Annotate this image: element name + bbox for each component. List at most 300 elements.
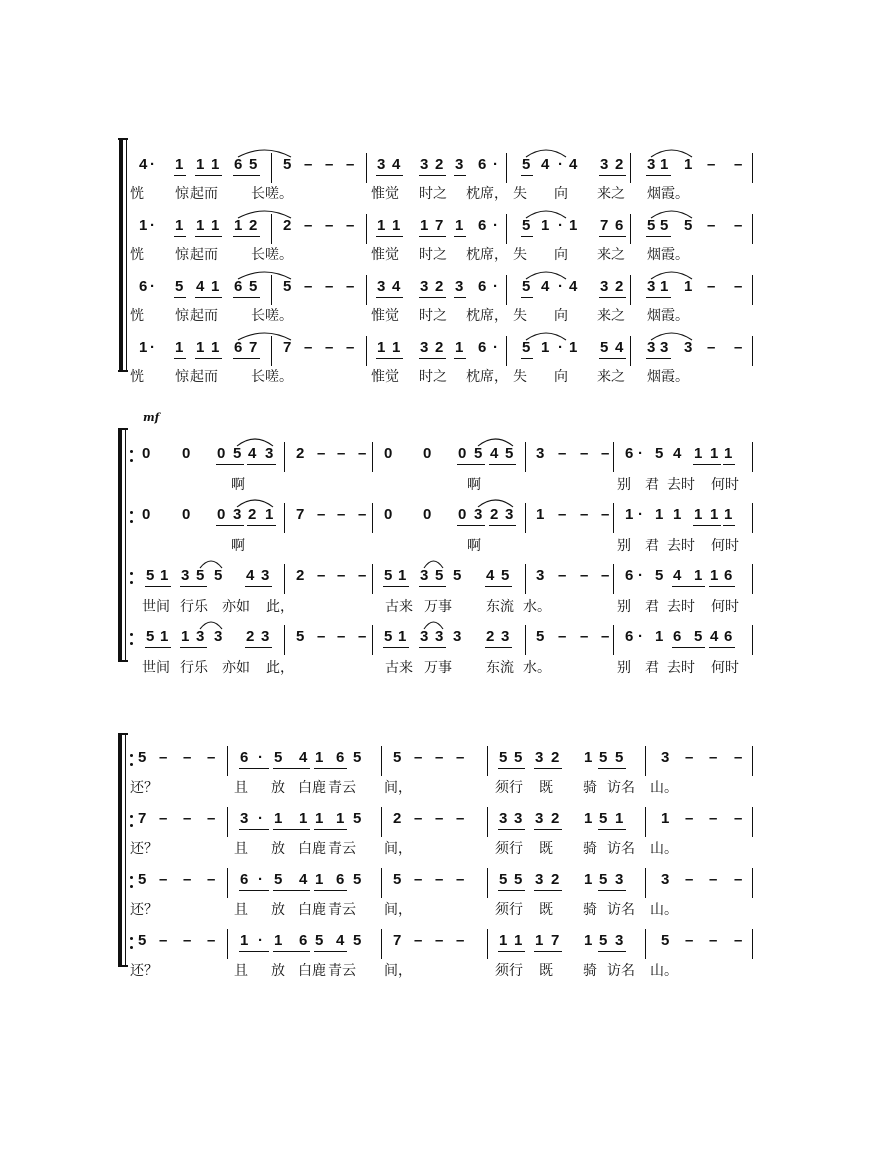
- note: –: [346, 156, 355, 173]
- lyric-syllable: 时之: [419, 368, 447, 384]
- note: ·: [558, 278, 563, 295]
- barline: [284, 564, 285, 594]
- note: –: [435, 871, 444, 888]
- note: 5: [505, 445, 514, 462]
- note: 1: [684, 156, 693, 173]
- note: 5: [514, 749, 523, 766]
- lyric-syllable: 起而: [190, 246, 218, 262]
- barline: [372, 442, 373, 472]
- lyric-syllable: 亦如: [222, 659, 250, 675]
- repeat-dot: [130, 946, 133, 949]
- note: 3: [233, 506, 242, 523]
- note: ·: [638, 567, 643, 584]
- note: ·: [258, 810, 263, 827]
- note: –: [709, 749, 718, 766]
- lyric-syllable: 且: [234, 840, 248, 856]
- lyric-syllable: 还？: [130, 779, 158, 795]
- note: ·: [150, 156, 155, 173]
- note: –: [707, 156, 716, 173]
- lyric-syllable: 烟霞。: [647, 246, 689, 262]
- lyric-syllable: 惟觉: [371, 368, 399, 384]
- lyric-syllable: 枕席，: [466, 246, 508, 262]
- lyric-syllable: 白鹿: [298, 901, 326, 917]
- note: 6: [625, 628, 634, 645]
- note: 5: [196, 567, 205, 584]
- note: 4: [569, 278, 578, 295]
- beam-line: [239, 768, 269, 769]
- brace-cap: [118, 428, 128, 430]
- note: 1: [377, 339, 386, 356]
- note: 1: [211, 278, 220, 295]
- note: 1: [541, 217, 550, 234]
- barline: [752, 929, 753, 959]
- barline: [506, 214, 507, 244]
- note: 1: [541, 339, 550, 356]
- beam-line: [233, 175, 260, 176]
- note: 3: [535, 749, 544, 766]
- beam-line: [273, 890, 310, 891]
- note: 3: [181, 567, 190, 584]
- barline: [366, 153, 367, 183]
- note: 5: [146, 567, 155, 584]
- barline: [372, 503, 373, 533]
- beam-line: [457, 464, 485, 465]
- lyric-syllable: 烟霞。: [647, 368, 689, 384]
- note: 2: [283, 217, 292, 234]
- barline: [366, 214, 367, 244]
- note: –: [317, 506, 326, 523]
- note: –: [685, 810, 694, 827]
- repeat-dot: [130, 815, 133, 818]
- note: ·: [558, 156, 563, 173]
- note: 3: [661, 749, 670, 766]
- note: 4: [490, 445, 499, 462]
- barline: [630, 336, 631, 366]
- repeat-dot: [130, 885, 133, 888]
- note: 5: [353, 932, 362, 949]
- lyric-syllable: 水。: [523, 598, 551, 614]
- note: 4: [710, 628, 719, 645]
- beam-line: [709, 586, 735, 587]
- note: –: [734, 810, 743, 827]
- lyric-syllable: 惟觉: [371, 185, 399, 201]
- barline: [372, 625, 373, 655]
- note: 2: [551, 749, 560, 766]
- barline: [487, 746, 488, 776]
- note: 1: [694, 445, 703, 462]
- lyric-syllable: 何时: [711, 659, 739, 675]
- lyric-syllable: 山。: [650, 901, 678, 917]
- beam-line: [598, 829, 626, 830]
- note: –: [601, 445, 610, 462]
- note: 6: [724, 567, 733, 584]
- note: –: [734, 278, 743, 295]
- lyric-syllable: 白鹿: [298, 840, 326, 856]
- beam-line: [180, 586, 207, 587]
- note: –: [580, 506, 589, 523]
- note: 3: [214, 628, 223, 645]
- note: –: [358, 506, 367, 523]
- lyric-syllable: 失: [513, 307, 527, 323]
- barline: [752, 153, 753, 183]
- note: 2: [435, 339, 444, 356]
- beam-line: [145, 647, 171, 648]
- barline: [271, 275, 272, 305]
- note: –: [734, 932, 743, 949]
- barline: [525, 625, 526, 655]
- note: 1: [139, 217, 148, 234]
- lyric-syllable: 来之: [597, 368, 625, 384]
- note: 4: [392, 156, 401, 173]
- note: 7: [393, 932, 402, 949]
- note: 4: [139, 156, 148, 173]
- note: 2: [393, 810, 402, 827]
- note: 3: [420, 567, 429, 584]
- barline: [381, 746, 382, 776]
- note: 1: [535, 932, 544, 949]
- note: 1: [196, 339, 205, 356]
- note: 2: [296, 567, 305, 584]
- note: 5: [233, 445, 242, 462]
- note: –: [317, 567, 326, 584]
- lyric-syllable: 时之: [419, 185, 447, 201]
- dynamic-mf: mf: [143, 411, 160, 424]
- barline: [381, 868, 382, 898]
- repeat-dot: [130, 754, 133, 757]
- beam-line: [693, 464, 721, 465]
- lyric-syllable: 且: [234, 779, 248, 795]
- note: 5: [274, 749, 283, 766]
- beam-line: [599, 236, 626, 237]
- note: 5: [384, 628, 393, 645]
- lyric-syllable: 向: [554, 185, 568, 201]
- note: 2: [490, 506, 499, 523]
- beam-line: [454, 297, 466, 298]
- beam-line: [534, 768, 562, 769]
- repeat-dot: [130, 876, 133, 879]
- note: 5: [615, 749, 624, 766]
- beam-line: [454, 358, 466, 359]
- barline: [630, 214, 631, 244]
- brace-bar: [118, 430, 122, 660]
- beam-line: [239, 829, 269, 830]
- beam-line: [233, 358, 260, 359]
- note: 6: [478, 156, 487, 173]
- lyric-syllable: 别: [617, 537, 631, 553]
- lyric-syllable: 世间: [142, 598, 170, 614]
- note: –: [346, 339, 355, 356]
- note: 1: [196, 156, 205, 173]
- note: ·: [558, 339, 563, 356]
- note: 2: [486, 628, 495, 645]
- lyric-syllable: 骑: [583, 901, 597, 917]
- note: 1: [175, 217, 184, 234]
- barline: [525, 442, 526, 472]
- note: –: [183, 810, 192, 827]
- beam-line: [419, 236, 446, 237]
- note: 3: [420, 156, 429, 173]
- lyric-syllable: 访名: [607, 779, 635, 795]
- note: 1: [175, 339, 184, 356]
- note: –: [685, 871, 694, 888]
- lyric-syllable: 间，: [384, 840, 412, 856]
- beam-line: [314, 768, 347, 769]
- note: 1: [499, 932, 508, 949]
- note: –: [159, 749, 168, 766]
- note: ·: [150, 339, 155, 356]
- note: 3: [420, 628, 429, 645]
- beam-line: [245, 647, 272, 648]
- note: –: [601, 567, 610, 584]
- lyric-syllable: 别: [617, 476, 631, 492]
- note: 4: [541, 278, 550, 295]
- note: 1: [710, 506, 719, 523]
- note: 5: [296, 628, 305, 645]
- note: 5: [353, 871, 362, 888]
- lyric-syllable: 去时: [667, 598, 695, 614]
- barline: [752, 564, 753, 594]
- barline: [613, 442, 614, 472]
- note: 4: [299, 749, 308, 766]
- note: 1: [160, 628, 169, 645]
- lyric-syllable: 惊: [175, 246, 189, 262]
- note: –: [358, 628, 367, 645]
- note: 5: [353, 810, 362, 827]
- beam-line: [239, 951, 269, 952]
- note: 2: [551, 871, 560, 888]
- note: ·: [258, 932, 263, 949]
- note: 1: [569, 339, 578, 356]
- note: 1: [536, 506, 545, 523]
- note: –: [580, 628, 589, 645]
- lyric-syllable: 恍: [130, 185, 144, 201]
- note: 3: [647, 278, 656, 295]
- note: 1: [655, 506, 664, 523]
- note: 3: [684, 339, 693, 356]
- note: 5: [514, 871, 523, 888]
- note: –: [159, 932, 168, 949]
- lyric-syllable: 长嗟。: [251, 368, 293, 384]
- note: 7: [249, 339, 258, 356]
- barline: [752, 336, 753, 366]
- note: –: [435, 932, 444, 949]
- lyric-syllable: 去时: [667, 476, 695, 492]
- lyric-syllable: 还？: [130, 962, 158, 978]
- note: –: [558, 445, 567, 462]
- note: 5: [453, 567, 462, 584]
- lyric-syllable: 惊: [175, 185, 189, 201]
- note: 5: [249, 278, 258, 295]
- beam-line: [195, 175, 222, 176]
- note: –: [734, 749, 743, 766]
- note: 4: [673, 567, 682, 584]
- lyric-syllable: 别: [617, 598, 631, 614]
- note: 6: [625, 567, 634, 584]
- note: –: [207, 749, 216, 766]
- lyric-syllable: 恍: [130, 246, 144, 262]
- note: 1: [661, 810, 670, 827]
- barline: [381, 929, 382, 959]
- lyric-syllable: 恍: [130, 368, 144, 384]
- beam-line: [174, 236, 186, 237]
- note: –: [325, 278, 334, 295]
- lyric-syllable: 白鹿: [298, 962, 326, 978]
- note: 5: [522, 217, 531, 234]
- note: 0: [217, 445, 226, 462]
- lyric-syllable: 向: [554, 246, 568, 262]
- note: 1: [584, 932, 593, 949]
- note: 3: [514, 810, 523, 827]
- note: 3: [261, 567, 270, 584]
- note: 5: [474, 445, 483, 462]
- beam-line: [723, 464, 735, 465]
- note: 5: [384, 567, 393, 584]
- note: –: [456, 932, 465, 949]
- beam-line: [273, 951, 310, 952]
- note: 4: [336, 932, 345, 949]
- note: 3: [499, 810, 508, 827]
- note: 3: [377, 278, 386, 295]
- note: 1: [455, 217, 464, 234]
- note: –: [346, 278, 355, 295]
- note: –: [558, 506, 567, 523]
- note: 0: [423, 506, 432, 523]
- beam-line: [233, 297, 260, 298]
- note: 1: [336, 810, 345, 827]
- lyric-syllable: 既: [539, 901, 553, 917]
- note: 5: [647, 217, 656, 234]
- note: –: [685, 749, 694, 766]
- lyric-syllable: 时之: [419, 307, 447, 323]
- beam-line: [599, 297, 626, 298]
- repeat-dot: [130, 824, 133, 827]
- note: 1: [673, 506, 682, 523]
- lyric-syllable: 行乐: [180, 659, 208, 675]
- beam-line: [376, 175, 403, 176]
- lyric-syllable: 骑: [583, 779, 597, 795]
- barline: [487, 929, 488, 959]
- note: 3: [600, 278, 609, 295]
- lyric-syllable: 此，: [266, 598, 294, 614]
- note: 5: [536, 628, 545, 645]
- note: –: [346, 217, 355, 234]
- lyric-syllable: 既: [539, 840, 553, 856]
- note: –: [337, 445, 346, 462]
- note: –: [734, 871, 743, 888]
- lyric-syllable: 何时: [711, 598, 739, 614]
- note: –: [580, 445, 589, 462]
- lyric-syllable: 还？: [130, 840, 158, 856]
- note: 0: [182, 445, 191, 462]
- note: 4: [248, 445, 257, 462]
- lyric-syllable: 啊: [231, 537, 245, 553]
- lyric-syllable: 放: [271, 840, 285, 856]
- barline: [752, 625, 753, 655]
- note: 5: [599, 932, 608, 949]
- note: 2: [615, 156, 624, 173]
- lyric-syllable: 起而: [190, 368, 218, 384]
- barline: [227, 868, 228, 898]
- note: –: [183, 932, 192, 949]
- note: 1: [660, 156, 669, 173]
- note: –: [580, 567, 589, 584]
- note: 3: [420, 339, 429, 356]
- note: –: [414, 932, 423, 949]
- lyric-syllable: 啊: [467, 537, 481, 553]
- note: –: [414, 749, 423, 766]
- lyric-syllable: 何时: [711, 476, 739, 492]
- note: 6: [615, 217, 624, 234]
- note: 0: [182, 506, 191, 523]
- lyric-syllable: 且: [234, 901, 248, 917]
- barline: [366, 275, 367, 305]
- lyric-syllable: 间，: [384, 962, 412, 978]
- note: 4: [486, 567, 495, 584]
- note: 3: [647, 339, 656, 356]
- note: ·: [258, 749, 263, 766]
- beam-line: [419, 175, 446, 176]
- note: 3: [536, 445, 545, 462]
- lyric-syllable: 还？: [130, 901, 158, 917]
- repeat-dot: [130, 642, 133, 645]
- barline: [366, 336, 367, 366]
- note: –: [734, 156, 743, 173]
- note: ·: [493, 156, 498, 173]
- barline: [227, 929, 228, 959]
- note: 6: [139, 278, 148, 295]
- beam-line: [485, 586, 512, 587]
- lyric-syllable: 惊: [175, 307, 189, 323]
- lyric-syllable: 世间: [142, 659, 170, 675]
- note: 5: [274, 871, 283, 888]
- note: –: [358, 567, 367, 584]
- lyric-syllable: 间，: [384, 901, 412, 917]
- repeat-dot: [130, 520, 133, 523]
- note: 6: [234, 339, 243, 356]
- note: 0: [458, 445, 467, 462]
- lyric-syllable: 别: [617, 659, 631, 675]
- beam-line: [247, 464, 276, 465]
- beam-line: [599, 358, 626, 359]
- note: 7: [600, 217, 609, 234]
- beam-line: [498, 768, 525, 769]
- note: –: [414, 871, 423, 888]
- barline: [271, 153, 272, 183]
- lyric-syllable: 去时: [667, 537, 695, 553]
- lyric-syllable: 长嗟。: [251, 307, 293, 323]
- note: –: [435, 810, 444, 827]
- note: 5: [501, 567, 510, 584]
- note: –: [558, 567, 567, 584]
- brace-line: [125, 735, 126, 965]
- note: –: [435, 749, 444, 766]
- barline: [645, 868, 646, 898]
- note: –: [183, 749, 192, 766]
- beam-line: [599, 175, 626, 176]
- note: 4: [615, 339, 624, 356]
- note: –: [207, 810, 216, 827]
- lyric-syllable: 君: [645, 537, 659, 553]
- note: 1: [299, 810, 308, 827]
- note: 5: [138, 871, 147, 888]
- lyric-syllable: 间，: [384, 779, 412, 795]
- note: 1: [420, 217, 429, 234]
- note: 1: [211, 156, 220, 173]
- barline: [506, 336, 507, 366]
- beam-line: [454, 236, 466, 237]
- beam-line: [174, 358, 186, 359]
- note: –: [734, 339, 743, 356]
